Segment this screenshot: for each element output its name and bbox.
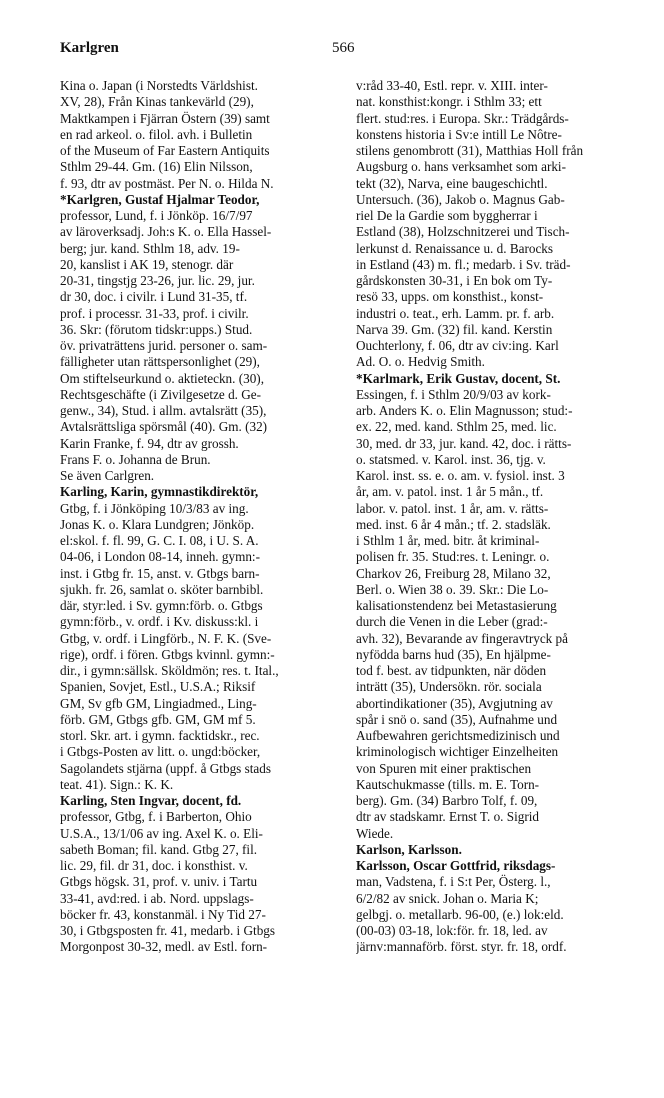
text-line: Spanien, Sovjet, Estl., U.S.A.; Riksif	[60, 679, 256, 695]
text-line: Aufbewahren gerichtsmedizinisch und	[356, 728, 560, 743]
text-line: nyfödda barns hud (35), En hjälpme-	[356, 646, 551, 662]
text-line: järnv:mannaförb. först. styr. fr. 18, ordf.	[356, 939, 567, 955]
page-number: 566	[332, 40, 355, 56]
text-line: lic. 29, fil. dr 31, doc. i konsthist. v.	[60, 858, 248, 873]
text-line: förb. GM, Gtbgs gfb. GM, GM mf 5.	[60, 711, 256, 727]
text-line: Kautschukmasse (tills. m. E. Torn-	[356, 776, 540, 792]
text-line: böcker fr. 43, konstanmäl. i Ny Tid 27-	[60, 906, 266, 922]
text-line: 36. Skr: (förutom tidskr:upps.) Stud.	[60, 321, 253, 337]
running-headword: Karlgren	[60, 40, 119, 56]
text-line: in Estland (43) m. fl.; medarb. i Sv. träd-	[356, 256, 571, 272]
text-line: Gtbgs högsk. 31, prof. v. univ. i Tartu	[60, 874, 258, 890]
text-line: Ad. O. o. Hedvig Smith.	[356, 354, 485, 370]
text-line: resö 33, upps. om konsthist., konst-	[356, 289, 544, 305]
text-line: Narva 39. Gm. (32) fil. kand. Kerstin	[356, 321, 553, 337]
text-line: inträtt (35), Undersökn. rör. sociala	[356, 679, 542, 695]
text-line: Rechtsgeschäfte (i Zivilgesetze d. Ge-	[60, 386, 262, 402]
text-line: abortindikationer (35), Avgjutning av	[356, 695, 553, 711]
text-line: Sagolandets stjärna (uppf. å Gtbgs stads	[60, 760, 271, 776]
text-line: Frans F. o. Johanna de Brun.	[60, 451, 211, 467]
text-line: gymn:förb., v. ordf. i Kv. diskuss:kl. i	[60, 614, 259, 630]
text-line: prof. i processr. 31-33, prof. i civilr.	[60, 305, 249, 321]
text-line: Berl. o. Wien 38 o. 39. Skr.: Die Lo-	[356, 581, 549, 597]
text-line: industri o. teat., erh. Lamm. pr. f. arb.	[356, 305, 555, 321]
text-line: genw., 34), Stud. i allm. avtalsrätt (35),	[60, 403, 267, 418]
text-line: GM, Sv gfb GM, Lingiadmed., Ling-	[60, 695, 257, 711]
text-line: Untersuch. (36), Jakob o. Magnus Gab-	[356, 191, 565, 207]
text-line: ex. 22, med. kand. Sthlm 25, med. lic.	[356, 419, 557, 435]
text-line: fälligheter utan rättspersonlighet (29),	[60, 354, 260, 370]
text-line: avh. 32), Bevarande av fingeravtryck på	[356, 630, 569, 646]
text-line: Gtbg, f. i Jönköping 10/3/83 av ing.	[60, 500, 249, 516]
text-line: lerkunst d. Renaissance u. d. Barocks	[356, 240, 554, 256]
text-line: labor. v. patol. inst. 1 år, am. v. rätts-	[356, 500, 549, 516]
text-line: Essingen, f. i Sthlm 20/9/03 av kork-	[356, 386, 551, 402]
text-line: av läroverksadj. Joh:s K. o. Ella Hassel-	[60, 224, 272, 240]
text-line: Kina o. Japan (i Norstedts Världshist.	[60, 78, 258, 93]
text-line: Estland (38), Holzschnitzerei und Tisch-	[356, 224, 570, 240]
text-line: nat. konsthist:kongr. i Sthlm 33; ett	[356, 94, 542, 110]
text-line: Gtbg, v. ordf. i Lingförb., N. F. K. (Sve-	[60, 630, 272, 646]
entry-headword-line: *Karlmark, Erik Gustav, docent, St.	[356, 370, 561, 386]
right-column	[356, 78, 618, 956]
text-line: Karin Franke, f. 94, dtr av grossh.	[60, 435, 239, 451]
text-line: öv. privaträttens jurid. personer o. sam-	[60, 338, 268, 353]
text-line: Morgonpost 30-32, medl. av Estl. forn-	[60, 939, 268, 955]
entry-headword-line: Karling, Karin, gymnastikdirektör,	[60, 484, 259, 500]
text-line: durch die Venen in die Leber (grad:-	[356, 614, 548, 630]
entry-headword-line: Karlsson, Oscar Gottfrid, riksdags-	[356, 858, 556, 873]
text-line: 33-41, avd:red. i ab. Nord. uppslags-	[60, 890, 254, 906]
text-line: professor, Gtbg, f. i Barberton, Ohio	[60, 809, 252, 825]
text-line: sabeth Boman; fil. kand. Gtbg 27, fil.	[60, 841, 258, 857]
text-line: år, am. v. patol. inst. 1 år 5 mån., tf.	[356, 484, 544, 500]
text-line: 6/2/82 av snick. Johan o. Maria K;	[356, 890, 539, 906]
entry-headword-line: Karling, Sten Ingvar, docent, fd.	[60, 793, 242, 808]
text-line: XV, 28), Från Kinas tankevärld (29),	[60, 94, 254, 110]
text-line: kalisationstendenz bei Metastasierung	[356, 598, 557, 613]
text-line: 20, kanslist i AK 19, stenogr. där	[60, 256, 234, 272]
text-line: arb. Anders K. o. Elin Magnusson; stud:-	[356, 403, 573, 418]
text-line: i Sthlm 1 år, med. bitr. åt kriminal-	[356, 533, 540, 548]
text-line: Se även Carlgren.	[60, 468, 155, 483]
text-line: Om stiftelseurkund o. aktieteckn. (30),	[60, 370, 264, 386]
text-line: 30, i Gtbgsposten fr. 41, medarb. i Gtbgs	[60, 923, 276, 938]
text-line: med. inst. 6 år 4 mån.; tf. 2. stadsläk.	[356, 516, 551, 532]
text-line: gårdskonsten 30-31, i En bok om Ty-	[356, 273, 553, 288]
text-line: där, styr:led. i Sv. gymn:förb. o. Gtbgs	[60, 598, 263, 613]
text-line: konstens historia i Sv:e intill Le Nôtre-	[356, 126, 562, 142]
entry-headword-line: *Karlgren, Gustaf Hjalmar Teodor,	[60, 191, 260, 207]
text-line: sjukh. fr. 26, samlat o. sköter barnbibl.	[60, 581, 264, 597]
text-line: polisen fr. 35. Stud:res. t. Leningr. o.	[356, 549, 550, 565]
text-line: inst. i Gtbg fr. 15, anst. v. Gtbgs barn-	[60, 565, 260, 581]
text-line: tod f. best. av tidpunkten, när döden	[356, 663, 547, 678]
text-line: U.S.A., 13/1/06 av ing. Axel K. o. Eli-	[60, 825, 263, 841]
text-line: stilens genombrott (31), Matthias Holl från	[356, 143, 584, 158]
text-line: von Spuren mit einer praktischen	[356, 760, 532, 776]
text-line: el:skol. f. fl. 99, G. C. I. 08, i U. S. A.	[60, 533, 259, 548]
text-line: dtr av stadskamr. Ernst T. o. Sigrid	[356, 809, 540, 825]
text-line: berg; jur. kand. Sthlm 18, adv. 19-	[60, 240, 240, 256]
text-line: (00-03) 03-18, lok:för. fr. 18, led. av	[356, 923, 548, 938]
text-line: en rad arkeol. o. filol. avh. i Bulletin	[60, 126, 253, 142]
text-line: storl. Skr. art. i gymn. facktidskr., rec.	[60, 728, 260, 743]
text-line: Ouchterlony, f. 06, dtr av civ:ing. Karl	[356, 338, 559, 353]
text-line: riel De la Gardie som byggherrar i	[356, 208, 538, 223]
text-line: tekt (32), Narva, eine baugeschichtl.	[356, 175, 548, 191]
text-line: o. statsmed. v. Karol. inst. 36, tjg. v.	[356, 451, 546, 467]
text-line: Sthlm 29-44. Gm. (16) Elin Nilsson,	[60, 159, 253, 175]
running-header	[60, 40, 620, 57]
text-line: Avtalsrättsliga spörsmål (40). Gm. (32)	[60, 419, 268, 435]
text-line: berg). Gm. (34) Barbro Tolf, f. 09,	[356, 793, 538, 808]
text-line: man, Vadstena, f. i S:t Per, Österg. l.,	[356, 874, 551, 890]
text-line: Wiede.	[356, 825, 394, 841]
text-line: teat. 41). Sign.: K. K.	[60, 776, 174, 792]
text-line: of the Museum of Far Eastern Antiquits	[60, 143, 270, 158]
text-line: f. 93, dtr av postmäst. Per N. o. Hilda N.	[60, 175, 274, 191]
text-line: Charkov 26, Freiburg 28, Milano 32,	[356, 565, 551, 581]
text-line: dr 30, doc. i civilr. i Lund 31-35, tf.	[60, 289, 248, 305]
text-line: Karol. inst. ss. e. o. am. v. fysiol. inst. 3	[356, 468, 565, 483]
text-line: 20-31, tingstjg 23-26, jur. lic. 29, jur.	[60, 273, 255, 288]
text-line: v:råd 33-40, Estl. repr. v. XIII. inter-	[356, 78, 548, 93]
text-line: rige), ordf. i fören. Gtbgs kvinnl. gymn:-	[60, 646, 275, 662]
left-column	[60, 78, 322, 956]
text-line: Jonas K. o. Klara Lundgren; Jönköp.	[60, 516, 255, 532]
text-line: Augsburg o. hans verksamhet som arki-	[356, 159, 566, 175]
text-line: kriminologisch wichtiger Einzelheiten	[356, 744, 559, 760]
text-line: 04-06, i London 08-14, inneh. gymn:-	[60, 549, 260, 565]
entry-headword-line: Karlson, Karlsson.	[356, 841, 462, 857]
text-line: Maktkampen i Fjärran Östern (39) samt	[60, 110, 270, 126]
text-line: professor, Lund, f. i Jönköp. 16/7/97	[60, 208, 253, 223]
text-line: spår i snö o. sand (35), Aufnahme und	[356, 711, 558, 727]
text-line: flert. stud:res. i Europa. Skr.: Trädgårds-	[356, 110, 569, 126]
text-line: i Gtbgs-Posten av litt. o. ungd:böcker,	[60, 744, 261, 760]
text-line: 30, med. dr 33, jur. kand. 42, doc. i rätts-	[356, 435, 572, 451]
text-line: gelbgj. o. metallarb. 96-00, (e.) lok:eld.	[356, 906, 564, 922]
text-line: dir., i gymn:sällsk. Sköldmön; res. t. Ital.,	[60, 663, 279, 678]
